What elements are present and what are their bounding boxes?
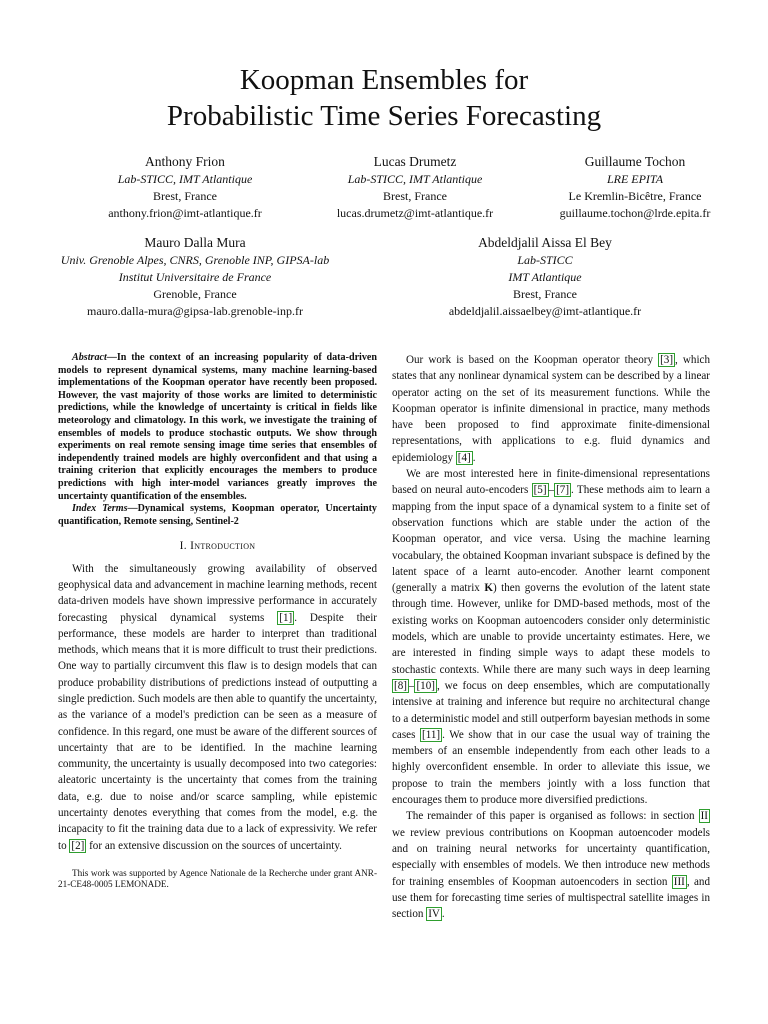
author-name: Anthony Frion: [145, 154, 225, 169]
right-column: [392, 352, 710, 922]
author-affiliation-2: Institut Universitaire de France: [118, 270, 272, 284]
section-link[interactable]: II: [700, 810, 708, 823]
citation-link[interactable]: [1]: [279, 611, 293, 624]
text-run: , and use them for forecasting time series of multispectral satellite images in section: [392, 875, 710, 921]
text-run: –: [408, 679, 415, 692]
matrix-symbol: K: [484, 582, 493, 595]
text-run: ) then governs the evolution of the latent state through time. However, unlike for DMD-based methods, most of the existing works on Koopman autoencoders consider only deterministic models, which are unable to provide uncertainty estimates. Here, we are interested in finding simple ways to adapt these models to stochastic contexts. While there are many such ways in deep learning: [392, 582, 710, 676]
index-terms: [58, 503, 377, 528]
text-run: The remainder of this paper is organised as follows: in section: [406, 810, 699, 823]
abstract: [58, 352, 377, 503]
paper-title: [0, 62, 768, 134]
index-terms-lead: Index Terms: [72, 503, 128, 515]
author-block: [50, 233, 340, 320]
section-link[interactable]: III: [673, 875, 685, 888]
author-affiliation: Lab-STICC, IMT Atlantique: [347, 172, 483, 186]
citation-link[interactable]: [8]: [394, 679, 407, 692]
author-affiliation: Lab-STICC: [517, 253, 573, 267]
citation-link[interactable]: [11]: [422, 728, 441, 741]
citation-link[interactable]: [4]: [457, 451, 471, 464]
abstract-lead: Abstract: [72, 352, 107, 363]
author-email: abdeldjalil.aissaelbey@imt-atlantique.fr: [448, 304, 642, 318]
abstract-text: —In the context of an increasing popularity of data-driven models to represent dynamical systems, many machine learning-based implementations of the Koopman operator have recently been proposed. However, the vast majority of those works are limited to deterministic predictions, while the knowledge of uncertainty is critical in fields like meteorology and climatology. In this work, we investigate the training of ensembles of models to produce stochastic outputs. We show through experiments on real remote sensing image time series that ensembles of independently trained models are highly overconfident and that using a training criterion that explicitly encourages the members to produce predictions with high inter-model variances greatly improves the uncertainty quantification of the ensembles.: [58, 352, 377, 502]
text-run: . We show that in our case the usual way of training the members of an ensemble independently from each other leads to a highly overconfident ensemble. In order to alleviate this issue, we propose to train the members jointly with a loss function that encourages them to produce more diversified predictions.: [392, 728, 710, 807]
author-email: mauro.dalla-mura@gipsa-lab.grenoble-inp.fr: [87, 304, 303, 318]
author-block: [310, 152, 520, 222]
text-run: , which states that any nonlinear dynamical system can be described by a linear operator acting on the set of its measurement functions. While the Koopman operator is infinite dimensional in practice, many methods have been proposed to find approximate finite-dimensional representations, with applications to e.g. fluid dynamics and epidemiology: [392, 354, 710, 464]
citation-link[interactable]: [10]: [416, 679, 435, 692]
author-email: anthony.frion@imt-atlantique.fr: [108, 206, 262, 220]
footnote: This work was supported by Agence Nationale de la Recherche under grant ANR-21-CE48-0005 LEMONADE.: [58, 867, 377, 890]
citation-link[interactable]: [5]: [533, 484, 547, 497]
author-affiliation: Univ. Grenoble Alpes, CNRS, Grenoble INP, GIPSA-lab: [60, 253, 330, 267]
text-run: .: [441, 908, 445, 921]
paragraph: [392, 352, 710, 466]
citation-link[interactable]: [2]: [71, 839, 85, 852]
title-line-1: Koopman Ensembles for: [239, 64, 529, 96]
intro-paragraph: [58, 561, 377, 854]
citation-link[interactable]: [3]: [660, 354, 674, 366]
text-run: –: [548, 484, 555, 497]
author-location: Brest, France: [383, 189, 447, 203]
author-location: Le Kremlin-Bicêtre, France: [568, 189, 702, 203]
author-affiliation-2: IMT Atlantique: [508, 270, 582, 284]
section-title: Introduction: [190, 540, 256, 553]
author-name: Mauro Dalla Mura: [144, 235, 246, 250]
author-location: Grenoble, France: [153, 287, 237, 301]
author-name: Lucas Drumetz: [373, 154, 457, 169]
section-heading: [58, 538, 377, 554]
text-run: With the simultaneously growing availability of observed geophysical data and advancement in machine learning methods, recent data-driven models have shown impressive performance in accurately forecasting physical dynamical systems: [58, 562, 377, 624]
title-line-2: Probabilistic Time Series Forecasting: [166, 100, 602, 132]
text-run: . Despite their performance, these models are harder to interpret than traditional methods, which means that it is more difficult to trust their predictions. One way to partially circumvent this flaw is to design models that can produce probability distributions of predictions instead of outputting a single prediction. Such models are then able to quantify the uncertainty, as the variance of a model's prediction can be seen as a measure of confidence. In this regard, one must be aware of the different sources of uncertainty that are to be identified. In the machine learning community, the uncertainty is usually decomposed into two categories: aleatoric uncertainty is the uncertainty that comes from the training data, e.g. due to noise and/or scarce sampling, while epistemic uncertainty denotes everything that comes from the model, e.g. the incapacity to fit the training data due to a lack of expressivity. We refer to: [58, 611, 378, 852]
author-block: [535, 152, 735, 222]
text-run: .: [472, 451, 476, 464]
section-numeral: I.: [179, 540, 187, 553]
index-terms-text: —Dynamical systems, Koopman operator, Uncertainty quantification, Remote sensing, Sentinel-2: [58, 503, 377, 527]
author-affiliation: LRE EPITA: [606, 172, 664, 186]
text-run: . These methods aim to learn a mapping from the input space of a dynamical system to a finite set of observation functions which are stable under the action of the Koopman operator, and vice versa. Using the machine learning vocabulary, the obtained Koopman invariant subspace is defined by the latent space of a learnt auto-encoder. Another learnt component (generally a matrix: [392, 484, 711, 595]
text-run: , we focus on deep ensembles, which are computationally intensive at training and inference but require no architectural change to a deterministic model and still outperform bayesian methods in some cases: [392, 679, 710, 741]
author-location: Brest, France: [153, 189, 217, 203]
author-email: lucas.drumetz@imt-atlantique.fr: [336, 206, 494, 220]
author-name: Guillaume Tochon: [584, 154, 686, 169]
text-run: We are most interested here in finite-dimensional representations based on neural auto-encoders: [392, 468, 710, 497]
paragraph: [392, 808, 710, 922]
section-link[interactable]: IV: [428, 908, 440, 921]
text-run: for an extensive discussion on the sources of uncertainty.: [86, 839, 342, 852]
author-location: Brest, France: [513, 287, 577, 301]
author-email: guillaume.tochon@lrde.epita.fr: [559, 206, 711, 220]
author-block: [400, 233, 690, 320]
left-column: [58, 352, 377, 890]
author-affiliation: Lab-STICC, IMT Atlantique: [117, 172, 253, 186]
author-name: Abdeldjalil Aissa El Bey: [478, 235, 612, 250]
paragraph: [392, 466, 710, 808]
text-run: Our work is based on the Koopman operator theory: [406, 354, 659, 366]
text-run: we review previous contributions on Koopman autoencoder models and on training neural networks for uncertainty quantification, especially with ensembles of models. We then introduce new methods for training ensembles of Koopman autoencoders in section: [392, 826, 710, 888]
citation-link[interactable]: [7]: [556, 484, 570, 497]
author-block: [80, 152, 290, 222]
